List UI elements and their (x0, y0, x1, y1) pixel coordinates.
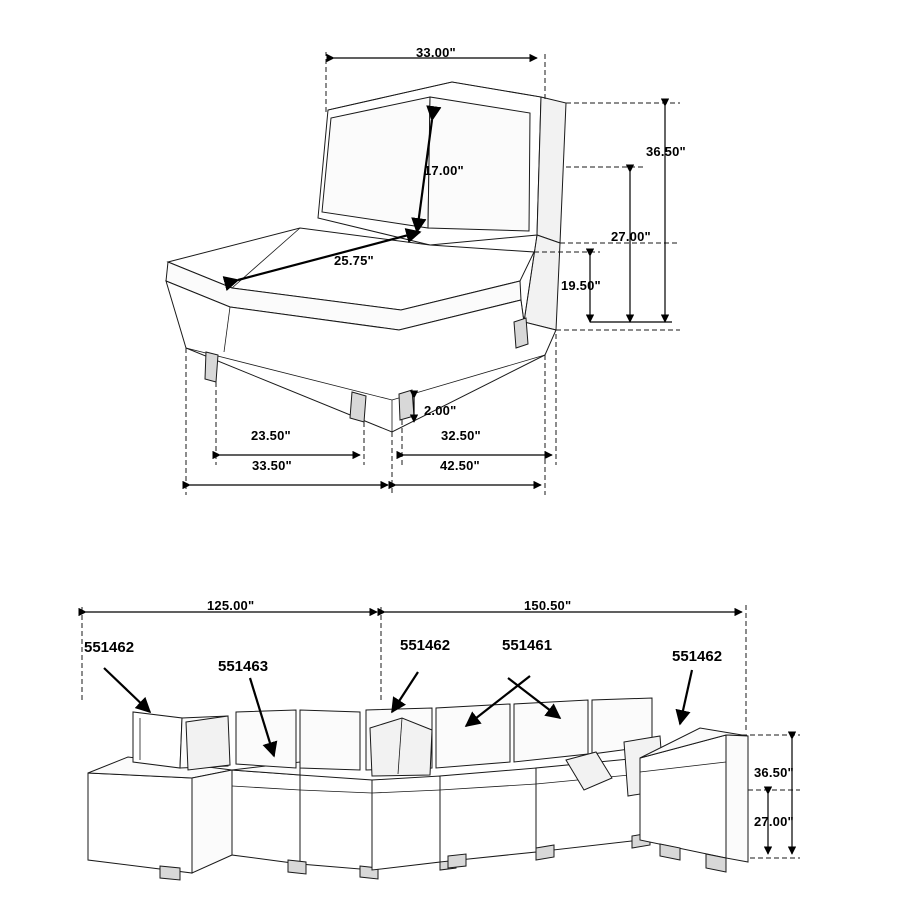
armless-chair-drawing (166, 52, 680, 495)
part-number-2: 551463 (218, 658, 269, 675)
dim-seat-depth: 25.75" (334, 253, 374, 268)
dim-right-section-width: 150.50" (524, 598, 572, 613)
dim-left-section-width: 125.00" (207, 598, 255, 613)
dim-seat-depth-base: 32.50" (441, 428, 481, 443)
part-number-1: 551462 (84, 639, 135, 656)
dim-seat-height: 19.50" (561, 278, 601, 293)
dim-seat-width-front: 23.50" (251, 428, 291, 443)
dim-seat-back-height: 17.00" (424, 163, 464, 178)
part-number-3: 551462 (400, 637, 451, 654)
part-number-5: 551462 (672, 648, 723, 665)
dim-overall-height: 36.50" (646, 144, 686, 159)
part-number-4: 551461 (502, 637, 553, 654)
dim-sofa-arm-height: 27.00" (754, 814, 794, 829)
dim-width-top: 33.00" (416, 45, 456, 60)
dim-arm-height: 27.00" (611, 229, 651, 244)
dim-overall-width: 33.50" (252, 458, 292, 473)
dim-overall-depth: 42.50" (440, 458, 480, 473)
dim-sofa-overall-height: 36.50" (754, 765, 794, 780)
dim-leg-height: 2.00" (424, 403, 457, 418)
